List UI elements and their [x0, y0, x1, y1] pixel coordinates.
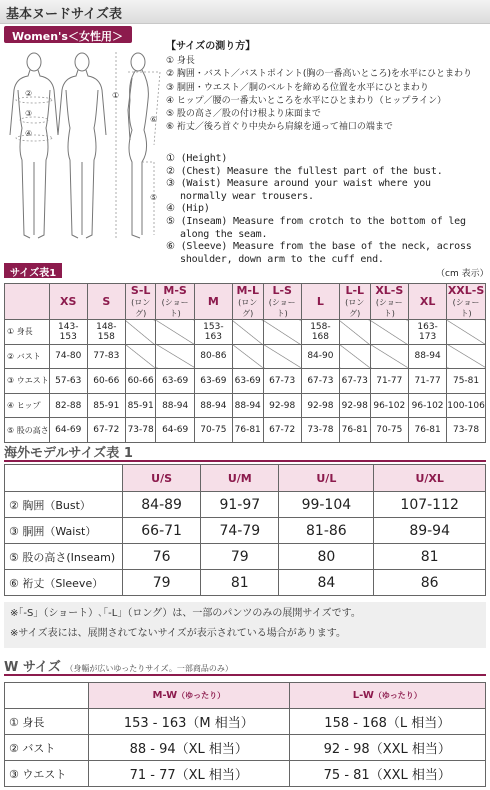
row-label: ③ 胴囲（Waist） [5, 518, 123, 544]
empty-cell [232, 320, 263, 345]
size-header [289, 683, 485, 709]
guide-line: ⑤ 股の高さ／股の付け根より床面まで [166, 109, 321, 120]
size-cell: 76-81 [339, 418, 370, 443]
empty-cell [156, 320, 194, 345]
size-cell: 67-73 [339, 369, 370, 394]
side-figure [128, 53, 148, 238]
row-label: ② バスト [5, 735, 89, 761]
table-row [5, 492, 486, 518]
size-name: XL-S [375, 284, 404, 297]
size-sub: (ショート) [452, 298, 480, 318]
size-cell: 99-104 [279, 492, 374, 518]
marker-label: ② [25, 89, 33, 98]
guide-line: ① 身長 [166, 56, 195, 67]
size-cell: 153 - 163（M 相当） [89, 709, 290, 735]
size-cell: 73-78 [447, 418, 486, 443]
size-header: U/L [279, 465, 374, 492]
size-cell: 60-66 [125, 369, 156, 394]
size-cell: 74-79 [201, 518, 279, 544]
corner-cell [5, 683, 89, 709]
size-header [447, 284, 486, 320]
size-cell: 153-163 [194, 320, 232, 345]
size-cell: 60-66 [87, 369, 125, 394]
marker-label: ⑥ [150, 115, 158, 124]
size-header [409, 284, 447, 320]
size-cell: 81 [374, 544, 486, 570]
empty-cell [125, 320, 156, 345]
guide-line-en: ① (Height) [166, 153, 228, 164]
size-cell: 158-168 [301, 320, 339, 345]
size-cell: 67-73 [301, 369, 339, 394]
size-cell: 77-83 [87, 344, 125, 369]
empty-cell [370, 320, 409, 345]
size-cell: 64-69 [156, 418, 194, 443]
size-cell: 63-69 [194, 369, 232, 394]
size-cell: 81-86 [279, 518, 374, 544]
size-cell: 76 [123, 544, 201, 570]
table-row [5, 544, 486, 570]
size-cell: 79 [201, 544, 279, 570]
row-label: ⑤ 股の高さ(Inseam) [5, 544, 123, 570]
size-cell: 88 - 94（XL 相当） [89, 735, 290, 761]
size-cell: 92 - 98（XXL 相当） [289, 735, 485, 761]
table-row [5, 570, 486, 596]
note-line: ※｢-S｣（ショート）､｢-L｣（ロング）は、一部のパンツのみの展開サイズです。 [10, 608, 361, 619]
size-cell: 64-69 [49, 418, 87, 443]
size-table-1 [4, 283, 486, 443]
size-cell: 70-75 [194, 418, 232, 443]
size-cell: 80 [279, 544, 374, 570]
size-cell: 92-98 [339, 393, 370, 418]
size-cell: 88-94 [194, 393, 232, 418]
empty-cell [125, 344, 156, 369]
size-table-1-tag: サイズ表1 [4, 263, 62, 278]
size-header [87, 284, 125, 320]
size-header [49, 284, 87, 320]
back-figure [58, 53, 106, 238]
empty-cell [447, 320, 486, 345]
table-header-row [5, 284, 486, 320]
guide-line-en: ④ (Hip) [166, 203, 210, 215]
guide-line-en: ⑤ (Inseam) Measure from crotch to the bottom of leg [166, 215, 466, 227]
size-name: L-S [272, 284, 292, 297]
size-cell: 89-94 [374, 518, 486, 544]
section-label: Women's＜女性用＞ [4, 26, 132, 43]
front-figure [10, 53, 58, 238]
size-cell: 96-102 [370, 393, 409, 418]
empty-cell [263, 344, 301, 369]
size-name: L-W [352, 690, 374, 701]
empty-cell [232, 344, 263, 369]
size-header: U/M [201, 465, 279, 492]
size-cell: 84 [279, 570, 374, 596]
size-cell: 74-80 [49, 344, 87, 369]
size-cell: 76-81 [409, 418, 447, 443]
overseas-size-table [4, 464, 486, 596]
size-cell: 84-90 [301, 344, 339, 369]
table-row [5, 518, 486, 544]
size-cell: 88-94 [156, 393, 194, 418]
measurement-guide-en [166, 153, 486, 266]
size-cell: 75-81 [447, 369, 486, 394]
size-header [156, 284, 194, 320]
size-header: U/S [123, 465, 201, 492]
size-name: XS [60, 295, 77, 308]
size-header [339, 284, 370, 320]
body-measurement-illustration [4, 50, 164, 250]
guide-line-en: ③ (Waist) Measure around your waist where you [166, 178, 431, 190]
size-cell: 84-89 [123, 492, 201, 518]
row-label: ② バスト [5, 344, 50, 369]
size-sub: （ゆったり） [177, 691, 226, 700]
size-cell: 80-86 [194, 344, 232, 369]
size-cell: 85-91 [87, 393, 125, 418]
size-cell: 85-91 [125, 393, 156, 418]
size-name: XXL-S [447, 284, 485, 297]
size-cell: 88-94 [409, 344, 447, 369]
guide-line-en: normally wear trousers. [180, 190, 314, 202]
table-row [5, 369, 486, 394]
size-cell: 81 [201, 570, 279, 596]
table-row [5, 709, 486, 735]
marker-label: ④ [25, 129, 33, 138]
guide-line-en: along the seam. [180, 228, 268, 240]
row-label: ④ ヒップ [5, 393, 50, 418]
size-cell: 79 [123, 570, 201, 596]
table-header-row [5, 683, 486, 709]
size-name: S-L [130, 284, 151, 297]
size-cell: 96-102 [409, 393, 447, 418]
size-name: M-W [152, 690, 178, 701]
row-label: ① 身長 [5, 709, 89, 735]
size-cell: 91-97 [201, 492, 279, 518]
w-size-heading: W サイズ [4, 660, 61, 675]
guide-line-en: ⑥ (Sleeve) Measure from the base of the neck, across [166, 241, 472, 253]
size-header [301, 284, 339, 320]
size-sub: (ショート) [161, 298, 189, 318]
size-cell: 75 - 81（XXL 相当） [289, 761, 485, 787]
size-sub: (ショート) [375, 298, 403, 318]
divider [4, 460, 486, 462]
row-label: ⑤ 股の高さ [5, 418, 50, 443]
empty-cell [370, 344, 409, 369]
measurement-guide-heading: 【サイズの測り方】 [166, 41, 256, 52]
marker-label: ⑤ [150, 193, 158, 202]
marker-label: ③ [25, 109, 33, 118]
size-header [263, 284, 301, 320]
w-size-title [4, 656, 233, 675]
size-sub: （ゆったり） [373, 691, 422, 700]
size-cell: 71 - 77（XL 相当） [89, 761, 290, 787]
row-label: ② 胸囲（Bust） [5, 492, 123, 518]
overseas-size-table-title: 海外モデルサイズ表 1 [4, 446, 133, 461]
empty-cell [339, 344, 370, 369]
size-cell: 107-112 [374, 492, 486, 518]
w-size-subtitle: （身幅が広いゆったりサイズ。一部商品のみ） [65, 664, 233, 673]
size-header [194, 284, 232, 320]
notes-box [4, 602, 486, 648]
size-sub: (ショート) [268, 298, 296, 318]
table-row [5, 735, 486, 761]
guide-line: ③ 胴囲・ウエスト／胴のベルトを締める位置を水平にひとまわり [166, 82, 429, 93]
size-cell: 76-81 [232, 418, 263, 443]
measurement-guide-jp [166, 40, 486, 134]
size-cell: 158 - 168（L 相当） [289, 709, 485, 735]
note-line: ※サイズ表には、展開されてないサイズが表示されている場合があります。 [10, 628, 346, 639]
guide-line: ② 胸囲・バスト／バストポイント(胸の一番高いところ)を水平にひとまわり [166, 69, 472, 80]
page-title: 基本ヌードサイズ表 [6, 7, 122, 22]
size-sub: (ロング) [345, 298, 365, 318]
size-name: XL [419, 295, 436, 308]
size-cell: 63-69 [156, 369, 194, 394]
size-cell: 86 [374, 570, 486, 596]
w-size-table [4, 682, 486, 787]
size-cell: 82-88 [49, 393, 87, 418]
size-cell: 148-158 [87, 320, 125, 345]
size-name: M-L [236, 284, 259, 297]
empty-cell [263, 320, 301, 345]
guide-line: ④ ヒップ／腰の一番太いところを水平にひとまわり（ヒップライン） [166, 95, 447, 106]
size-cell: 63-69 [232, 369, 263, 394]
size-name: S [102, 295, 111, 308]
size-name: L [316, 295, 324, 308]
table-row [5, 393, 486, 418]
size-cell: 73-78 [125, 418, 156, 443]
size-header [125, 284, 156, 320]
size-cell: 71-77 [409, 369, 447, 394]
corner-cell [5, 284, 50, 320]
size-cell: 92-98 [301, 393, 339, 418]
table-header-row [5, 465, 486, 492]
guide-line: ⑥ 裄丈／後ろ首ぐり中央から肩線を通って袖口の端まで [166, 122, 393, 133]
row-label: ⑥ 裄丈（Sleeve） [5, 570, 123, 596]
size-cell: 73-78 [301, 418, 339, 443]
page-header [0, 0, 490, 24]
size-header [89, 683, 290, 709]
table-row [5, 320, 486, 345]
row-label: ① 身長 [5, 320, 50, 345]
size-cell: 92-98 [263, 393, 301, 418]
size-cell: 163-173 [409, 320, 447, 345]
empty-cell [447, 344, 486, 369]
size-name: L-L [345, 284, 365, 297]
size-cell: 88-94 [232, 393, 263, 418]
size-cell: 67-73 [263, 369, 301, 394]
unit-note: （cm 表示） [436, 269, 489, 279]
guide-line-en: shoulder, down arm to the cuff end. [180, 253, 384, 265]
size-cell: 67-72 [263, 418, 301, 443]
size-header [232, 284, 263, 320]
size-cell: 67-72 [87, 418, 125, 443]
corner-cell [5, 465, 123, 492]
marker-label: ① [112, 91, 120, 100]
table-row [5, 761, 486, 787]
size-sub: (ロング) [238, 298, 258, 318]
table-row [5, 418, 486, 443]
size-name: M-S [163, 284, 187, 297]
row-label: ③ ウエスト [5, 761, 89, 787]
empty-cell [339, 320, 370, 345]
size-cell: 70-75 [370, 418, 409, 443]
divider [4, 674, 486, 676]
size-header [370, 284, 409, 320]
size-cell: 71-77 [370, 369, 409, 394]
guide-line-en: ② (Chest) Measure the fullest part of the bust. [166, 165, 443, 177]
size-cell: 143-153 [49, 320, 87, 345]
size-cell: 57-63 [49, 369, 87, 394]
row-label: ③ ウエスト [5, 369, 50, 394]
size-header: U/XL [374, 465, 486, 492]
size-cell: 66-71 [123, 518, 201, 544]
size-cell: 100-106 [447, 393, 486, 418]
table-row [5, 344, 486, 369]
empty-cell [156, 344, 194, 369]
size-sub: (ロング) [131, 298, 151, 318]
size-name: M [207, 295, 219, 308]
